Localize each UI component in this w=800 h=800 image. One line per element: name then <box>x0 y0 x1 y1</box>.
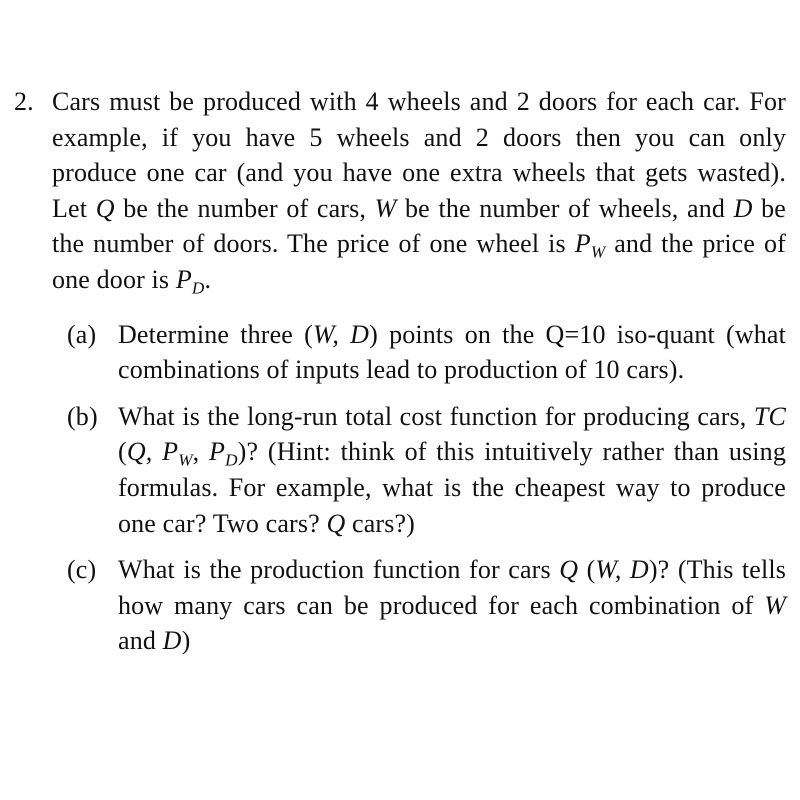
problem-statement <box>52 84 786 298</box>
part-a-text: ) points on the Q=10 iso-quant (what combinations of inputs lead to production of 10 cars). <box>118 319 786 385</box>
problem-2 <box>14 84 786 670</box>
var-q-p: Q, P <box>126 437 179 467</box>
part-c-text: and <box>118 626 163 656</box>
subscript-d: D <box>225 450 238 470</box>
intro-text: be the number of cars, <box>114 193 375 223</box>
var-wd: W, D <box>312 319 370 349</box>
part-label: (b) <box>67 401 98 431</box>
part-c-text: ( <box>578 555 596 585</box>
subscript-w: W <box>590 242 606 262</box>
subscript-w: W <box>178 450 193 470</box>
intro-text: be the number of wheels, and <box>396 193 734 223</box>
part-c-text: What is the production function for cars <box>118 555 560 585</box>
part-label: (c) <box>67 555 97 585</box>
var-q: Q <box>559 555 579 585</box>
part-b-text: ( <box>118 437 127 467</box>
var-d: D <box>733 193 753 223</box>
part-c-text: )? (This tells how many cars can be produced for each combination of <box>118 555 787 620</box>
part-a <box>67 317 786 388</box>
part-c-text: ) <box>181 626 191 656</box>
intro-text: . <box>204 264 212 294</box>
var-q: Q <box>326 508 346 538</box>
var-p: P <box>574 229 591 259</box>
var-d: D <box>162 626 182 656</box>
part-b-text: What is the long-run total cost function for producing cars, <box>118 401 754 431</box>
problem-number: 2. <box>14 87 34 116</box>
part-text <box>118 552 786 659</box>
part-a-text: Determine three ( <box>118 319 313 349</box>
part-text <box>118 317 786 388</box>
intro-text: and the price of one door is <box>52 229 786 294</box>
var-p: P <box>209 437 226 467</box>
part-b <box>67 399 786 541</box>
part-b-text: , <box>192 437 210 467</box>
var-p: P <box>175 264 192 294</box>
var-q: Q <box>95 193 115 223</box>
intro-text: Cars must be produced with 4 wheels and 2 doors for each car. For example, if you have 5 wheels and 2 doors then you can only produce one car (and you have one extra wheels that gets wasted). Let <box>52 87 786 223</box>
subscript-d: D <box>191 278 205 298</box>
var-tc: TC <box>753 401 786 431</box>
intro-text: be the number of doors. The price of one wheel is <box>52 193 786 259</box>
part-label: (a) <box>67 319 97 349</box>
sub-questions <box>67 317 786 659</box>
var-w: W <box>764 590 786 620</box>
var-w: W <box>374 193 397 223</box>
part-b-text: )? (Hint: think of this intuitively rather than using formulas. For example, what is the cheapest way to produce one car? Two cars? <box>118 437 786 538</box>
part-text <box>118 399 786 541</box>
var-wd: W, D <box>595 555 649 585</box>
part-b-text: cars?) <box>345 508 415 538</box>
problem-intro <box>52 84 786 298</box>
part-c <box>67 552 786 659</box>
